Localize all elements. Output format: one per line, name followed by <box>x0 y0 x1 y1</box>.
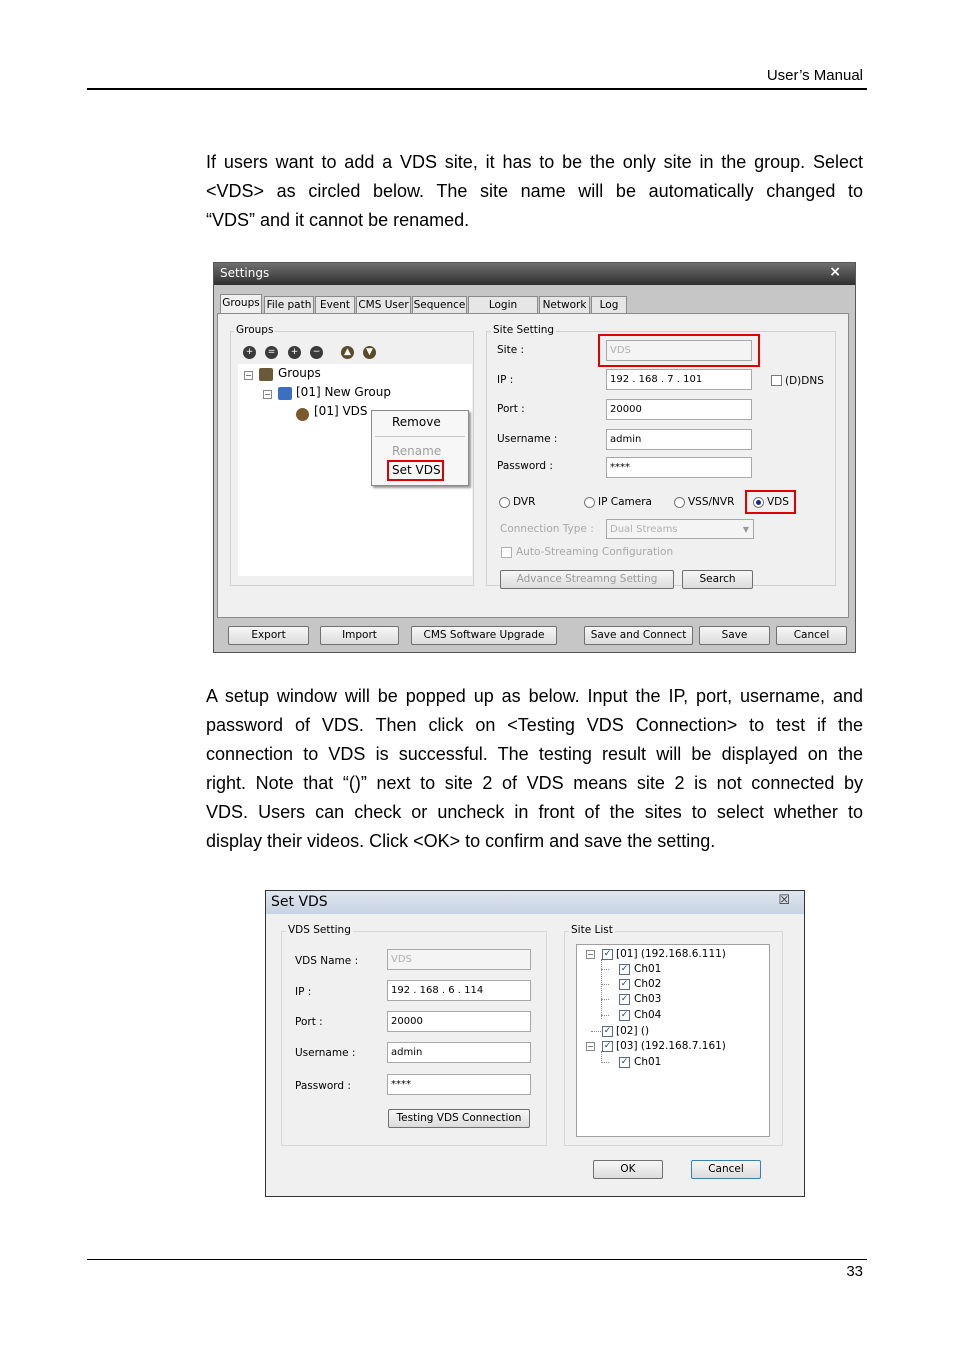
tree-site-label[interactable]: [01] VDS <box>314 404 368 418</box>
highlight-circle <box>387 460 444 481</box>
radio-dvr[interactable] <box>499 497 510 508</box>
edit-group-icon[interactable]: = <box>265 346 278 359</box>
page-number: 33 <box>846 1263 863 1280</box>
site-setting-label: Site Setting <box>493 324 555 336</box>
paragraph-line: right. Note that “()” next to site 2 of VDS means site 2 is not connected by <box>206 773 863 793</box>
ddns-label: (D)DNS <box>785 375 824 387</box>
password-field[interactable]: **** <box>606 457 752 478</box>
connection-type-select[interactable] <box>606 519 754 539</box>
set-vds-window <box>265 890 805 1197</box>
tree-line <box>601 999 609 1000</box>
vds-username-field[interactable]: admin <box>387 1042 531 1063</box>
vds-ip-label: IP : <box>295 986 312 998</box>
groups-tab-panel <box>217 313 849 618</box>
tree-line <box>601 1015 609 1016</box>
add-site-icon[interactable]: + <box>288 346 301 359</box>
paragraph-line: “VDS” and it cannot be renamed. <box>206 210 470 230</box>
site-label: Site : <box>497 344 525 356</box>
tree-line <box>601 984 609 985</box>
settings-title-bar <box>214 263 855 285</box>
advance-streaming-button[interactable]: Advance Streamng Setting <box>500 570 674 589</box>
tab-file-path[interactable]: File path <box>264 296 314 313</box>
tab-login-setting[interactable]: Login <box>468 296 538 313</box>
set-vds-title-bar <box>266 891 804 914</box>
tab-sequence[interactable]: Sequence <box>412 296 467 313</box>
tree-group-label[interactable]: [01] New Group <box>296 385 391 399</box>
site-item-label: [01] (192.168.6.111) <box>616 948 726 960</box>
upgrade-button[interactable]: CMS Software Upgrade <box>411 626 557 645</box>
header-title: User’s Manual <box>766 67 863 84</box>
vds-setting-label: VDS Setting <box>288 924 351 936</box>
site-item-label: [02] () <box>616 1025 650 1037</box>
intro-paragraph <box>206 148 863 235</box>
vds-username-label: Username : <box>295 1047 356 1059</box>
auto-streaming-checkbox[interactable] <box>501 547 512 558</box>
close-icon[interactable]: ☒ <box>778 893 790 908</box>
collapse-icon[interactable]: − <box>245 371 252 380</box>
vds-name-label: VDS Name : <box>295 955 359 967</box>
settings-button-bar <box>217 620 849 648</box>
test-connection-button[interactable]: Testing VDS Connection <box>388 1109 530 1128</box>
setup-paragraph <box>206 682 863 856</box>
username-label: Username : <box>497 433 558 445</box>
connection-type-label: Connection Type : <box>500 523 594 535</box>
tree-line <box>601 969 609 970</box>
paragraph-line: password of VDS. Then click on <Testing VDS Connection> to test if the <box>206 715 863 735</box>
vds-name-field[interactable]: VDS <box>387 949 531 970</box>
site-checkbox[interactable]: ✓ <box>603 1041 612 1051</box>
ip-field[interactable]: 192 . 168 . 7 . 101 <box>606 369 752 390</box>
site-list-groupbox <box>564 931 783 1146</box>
collapse-icon[interactable]: − <box>587 1042 594 1051</box>
menu-item-remove[interactable]: Remove <box>392 415 441 429</box>
password-label: Password : <box>497 460 553 472</box>
paragraph-line: display their videos. Click <OK> to confirm and save the setting. <box>206 831 716 851</box>
import-button[interactable]: Import <box>320 626 399 645</box>
save-button[interactable]: Save <box>699 626 770 645</box>
vds-port-label: Port : <box>295 1016 323 1028</box>
vds-port-field[interactable]: 20000 <box>387 1011 531 1032</box>
channel-label: Ch04 <box>634 1009 662 1021</box>
chevron-down-icon: ▼ <box>742 525 749 534</box>
save-connect-button[interactable]: Save and Connect <box>584 626 693 645</box>
search-button[interactable]: Search <box>682 570 753 589</box>
footer-rule <box>87 1259 867 1260</box>
paragraph-line: <VDS> as circled below. The site name will be automatically changed to <box>206 181 863 201</box>
site-checkbox[interactable]: ✓ <box>603 1026 612 1036</box>
radio-dvr-label: DVR <box>513 496 536 508</box>
groups-label: Groups <box>236 324 274 336</box>
highlight-circle <box>745 490 796 514</box>
group-icon <box>278 387 292 400</box>
tree-line <box>601 959 602 1019</box>
radio-ip-camera[interactable] <box>584 497 595 508</box>
ok-button[interactable]: OK <box>593 1160 663 1179</box>
move-up-icon[interactable]: ▲ <box>341 346 354 359</box>
username-field[interactable]: admin <box>606 429 752 450</box>
menu-item-set-vds[interactable]: Set VDS <box>392 463 441 477</box>
radio-vds-label: VDS <box>767 496 789 508</box>
vds-password-label: Password : <box>295 1080 351 1092</box>
port-field[interactable]: 20000 <box>606 399 752 420</box>
paragraph-line: A setup window will be popped up as below. Input the IP, port, username, and <box>206 686 863 706</box>
tab-groups[interactable]: Groups <box>220 294 262 314</box>
channel-checkbox[interactable]: ✓ <box>620 1010 629 1020</box>
channel-checkbox[interactable]: ✓ <box>620 1057 629 1067</box>
tab-network[interactable]: Network <box>539 296 590 313</box>
radio-ip-camera-label: IP Camera <box>598 496 652 508</box>
highlight-circle <box>598 334 760 367</box>
tab-log[interactable]: Log <box>591 296 627 313</box>
menu-item-rename[interactable]: Rename <box>392 444 442 458</box>
connection-type-value: Dual Streams <box>610 524 678 535</box>
tree-root-label[interactable]: Groups <box>278 366 321 380</box>
paragraph-line: connection to VDS is successful. The testing result will be displayed on the <box>206 744 863 764</box>
ddns-checkbox[interactable] <box>771 375 782 386</box>
channel-label: Ch01 <box>634 1056 662 1068</box>
move-down-icon[interactable]: ▼ <box>363 346 376 359</box>
channel-label: Ch03 <box>634 993 662 1005</box>
site-item-label: [03] (192.168.7.161) <box>616 1040 726 1052</box>
cancel-button[interactable]: Cancel <box>691 1160 761 1179</box>
paragraph-line: If users want to add a VDS site, it has to be the only site in the group. Select <box>206 152 863 172</box>
channel-checkbox[interactable]: ✓ <box>620 979 629 989</box>
close-icon[interactable]: × <box>829 264 841 280</box>
vds-password-field[interactable]: **** <box>387 1074 531 1095</box>
tab-event[interactable]: Event <box>315 296 355 313</box>
radio-vss-nvr-label: VSS/NVR <box>688 496 735 508</box>
channel-label: Ch01 <box>634 963 662 975</box>
site-list-tree <box>576 944 770 1137</box>
settings-window <box>213 262 856 653</box>
tree-line <box>601 1062 609 1063</box>
auto-streaming-label: Auto-Streaming Configuration <box>516 546 674 558</box>
paragraph-line: VDS. Users can check or uncheck in front of the sites to select whether to <box>206 802 863 822</box>
channel-label: Ch02 <box>634 978 662 990</box>
menu-separator <box>375 436 465 437</box>
delete-icon[interactable]: − <box>310 346 323 359</box>
collapse-icon[interactable]: − <box>264 390 271 399</box>
site-icon <box>296 408 309 421</box>
ip-label: IP : <box>497 374 514 386</box>
site-field[interactable]: VDS <box>606 340 752 361</box>
add-group-icon[interactable]: + <box>243 346 256 359</box>
tab-cms-user[interactable]: CMS User <box>356 296 411 313</box>
radio-vss-nvr[interactable] <box>674 497 685 508</box>
header-rule <box>87 88 867 90</box>
collapse-icon[interactable]: − <box>587 950 594 959</box>
groups-folder-icon <box>259 368 273 381</box>
cancel-button[interactable]: Cancel <box>776 626 847 645</box>
channel-checkbox[interactable]: ✓ <box>620 964 629 974</box>
context-menu <box>371 410 469 486</box>
settings-title: Settings <box>220 266 270 280</box>
set-vds-title: Set VDS <box>271 894 328 910</box>
tree-line <box>591 1031 601 1032</box>
port-label: Port : <box>497 403 525 415</box>
vds-ip-field[interactable]: 192 . 168 . 6 . 114 <box>387 980 531 1001</box>
export-button[interactable]: Export <box>228 626 309 645</box>
channel-checkbox[interactable]: ✓ <box>620 994 629 1004</box>
site-list-label: Site List <box>571 924 613 936</box>
site-checkbox[interactable]: ✓ <box>603 949 612 959</box>
